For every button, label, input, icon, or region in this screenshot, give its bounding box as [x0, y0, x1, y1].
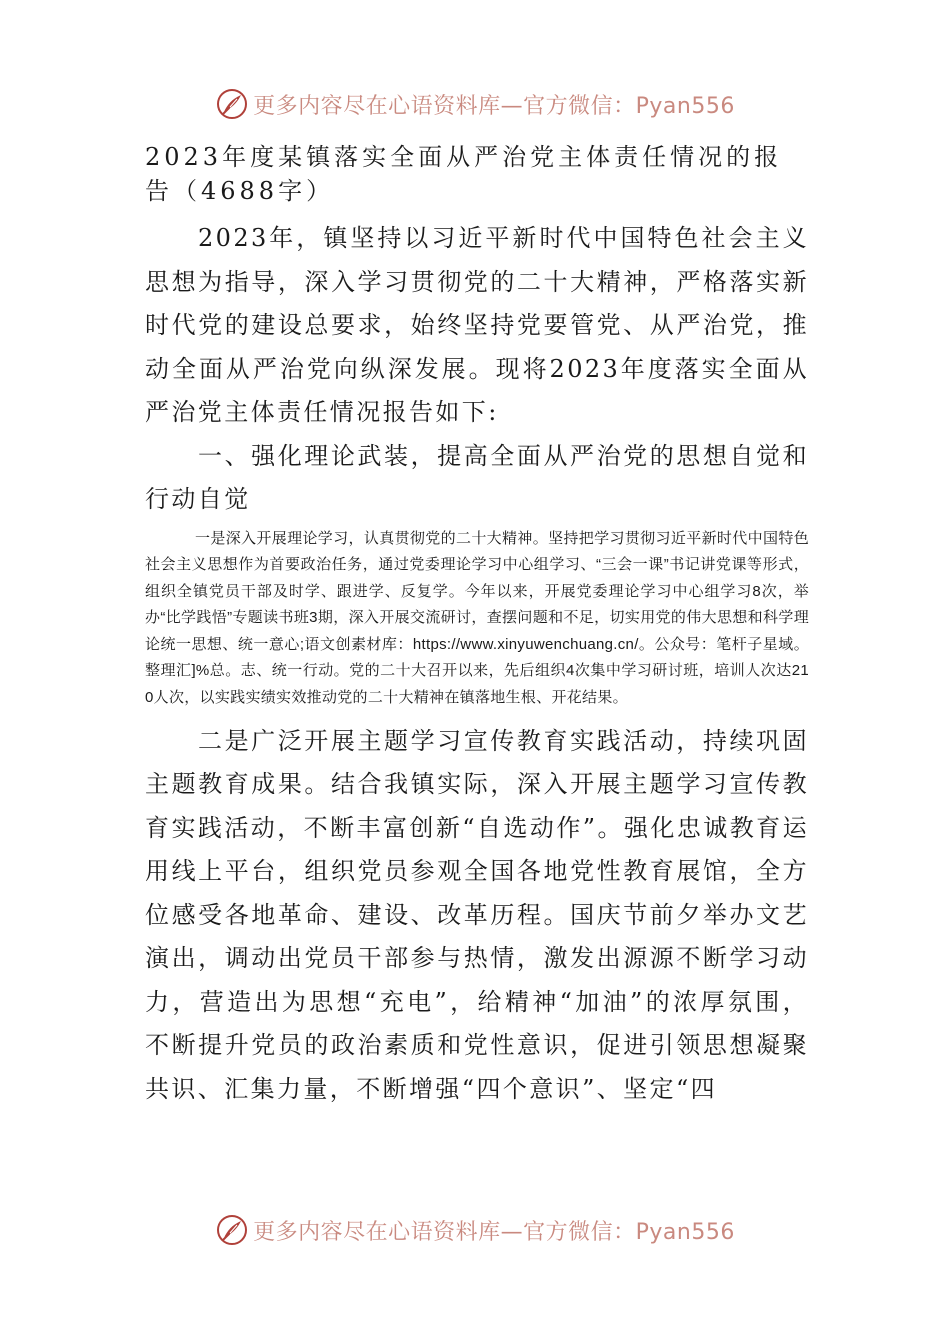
watermark-text: 更多内容尽在心语资料库—官方微信：Pyan556	[253, 1219, 735, 1245]
document-body	[145, 140, 809, 1111]
header-watermark	[0, 84, 950, 124]
section-one-heading: 一、强化理论武装，提高全面从严治党的思想自觉和行动自觉	[145, 441, 809, 513]
feather-pen-logo-icon	[215, 1213, 249, 1247]
intro-paragraph: 2023年，镇坚持以习近平新时代中国特色社会主义思想为指导，深入学习贯彻党的二十大精神，严格落实新时代党的建设总要求，始终坚持党要管党、从严治党，推动全面从严治党向纵深发展。现将2023年度落实全面从严治党主体责任情况报告如下:	[145, 224, 809, 426]
watermark-text: 更多内容尽在心语资料库—官方微信：Pyan556	[253, 93, 735, 119]
point-two-paragraph: 二是广泛开展主题学习宣传教育实践活动，持续巩固主题教育成果。结合我镇实际，深入开展主题学习宣传教育实践活动，不断丰富创新“自选动作”。强化忠诚教育运用线上平台，组织党员参观全国各地党性教育展馆，全方位感受各地革命、建设、改革历程。国庆节前夕举办文艺演出，调动出党员干部参与热情，激发出源源不断学习动力，营造出为思想“充电”，给精神“加油”的浓厚氛围，不断提升党员的政治素质和党性意识，促进引领思想凝聚共识、汇集力量，不断增强“四个意识”、坚定“四	[145, 726, 809, 1103]
feather-pen-logo-icon	[215, 87, 249, 121]
footer-watermark	[0, 1210, 950, 1250]
point-one-paragraph: 一是深入开展理论学习，认真贯彻党的二十大精神。坚持把学习贯彻习近平新时代中国特色社会主义思想作为首要政治任务，通过党委理论学习中心组学习、“三会一课”书记讲党课等形式，组织全镇党员干部及时学、跟进学、反复学。今年以来，开展党委理论学习中心组学习8次，举办“比学践悟”专题读书班3期，深入开展交流研讨，查摆问题和不足，切实用党的伟大思想和科学理论统一思想、统一意心;语文创素材库：https://www.xinyuwenchuang.cn/。公众号：笔杆子星域。整理汇]%总。志、统一行动。党的二十大召开以来，先后组织4次集中学习研讨班，培训人次达210人次，以实践实绩实效推动党的二十大精神在镇落地生根、开花结果。	[145, 529, 809, 707]
document-title: 2023年度某镇落实全面从严治党主体责任情况的报告（4688字）	[145, 143, 783, 205]
